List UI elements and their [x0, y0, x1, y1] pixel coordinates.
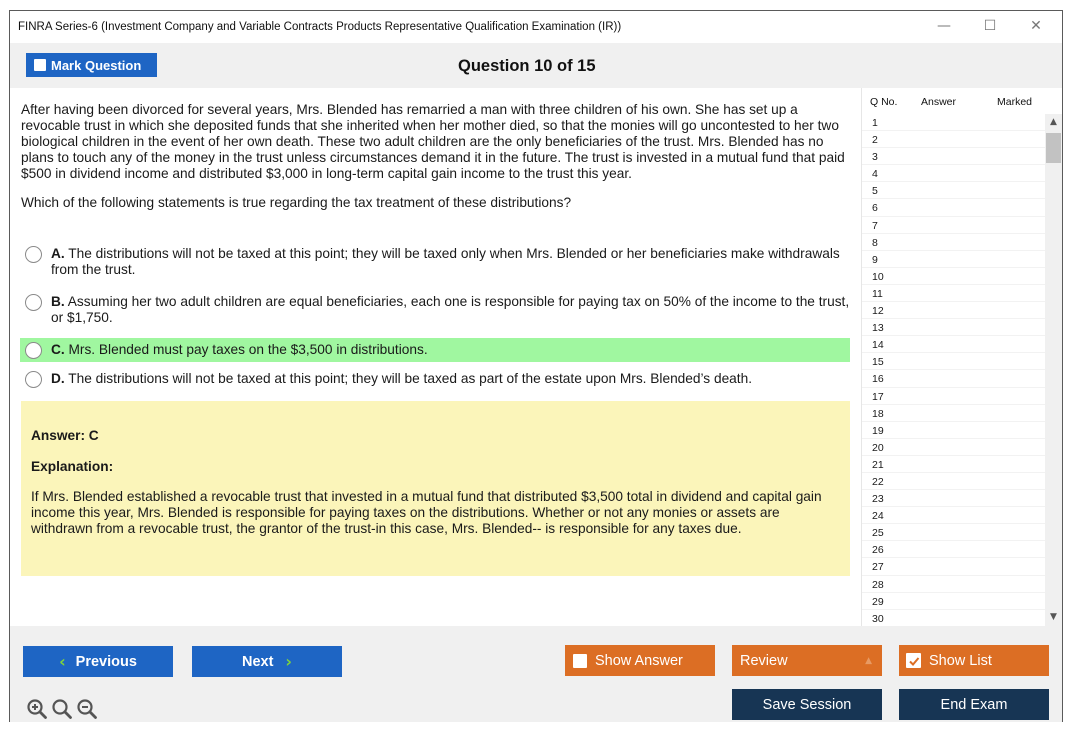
option-d[interactable] — [20, 371, 850, 388]
zoom-reset-icon[interactable] — [51, 698, 73, 720]
option-c[interactable] — [20, 338, 850, 362]
question-list-scrollbar[interactable] — [1045, 114, 1062, 626]
scroll-thumb[interactable] — [1046, 133, 1061, 163]
question-list-row[interactable] — [862, 148, 1048, 165]
header-marked: Marked — [997, 96, 1033, 108]
zoom-controls — [26, 698, 98, 720]
question-list-row[interactable] — [862, 165, 1048, 182]
question-list-rows — [862, 114, 1048, 627]
question-number: 25 — [872, 527, 884, 540]
option-c-text: C. Mrs. Blended must pay taxes on the $3,500 in distributions. — [51, 342, 428, 357]
close-button[interactable]: ✕ — [1030, 18, 1042, 34]
question-list-row[interactable] — [862, 541, 1048, 558]
answer-label: Answer: C — [31, 428, 99, 443]
question-list-row[interactable] — [862, 251, 1048, 268]
option-a[interactable] — [20, 246, 850, 278]
question-header — [10, 43, 1062, 88]
question-content — [10, 88, 860, 626]
question-list-row[interactable] — [862, 439, 1048, 456]
question-number: 13 — [872, 322, 884, 335]
maximize-button[interactable]: ☐ — [983, 18, 997, 34]
header-answer: Answer — [921, 96, 957, 108]
question-number: 1 — [872, 117, 878, 129]
question-list-row[interactable] — [862, 319, 1048, 336]
next-button[interactable]: Next › — [192, 646, 342, 677]
question-list-row[interactable] — [862, 405, 1048, 422]
question-number: 6 — [872, 202, 878, 215]
minimize-button[interactable]: — — [937, 18, 951, 34]
question-number: 28 — [872, 578, 884, 591]
radio-option-d[interactable] — [25, 371, 42, 388]
question-number: 22 — [872, 475, 884, 488]
question-number: 29 — [872, 595, 884, 608]
question-list-row[interactable] — [862, 456, 1048, 473]
question-prompt: Which of the following statements is true regarding the tax treatment of these distributions? — [21, 195, 572, 210]
answer-explanation-panel — [21, 401, 850, 576]
question-list-row[interactable] — [862, 490, 1048, 507]
question-number: 11 — [872, 287, 883, 300]
scroll-down-icon[interactable]: ▼ — [1050, 612, 1057, 622]
chevron-left-icon: ‹ — [59, 652, 66, 671]
checkbox-icon — [573, 654, 587, 668]
previous-button[interactable]: ‹ Previous — [23, 646, 173, 677]
question-list-row[interactable] — [862, 302, 1048, 319]
question-list-row[interactable] — [862, 131, 1048, 148]
chevron-right-icon: › — [285, 652, 293, 671]
radio-option-c[interactable] — [25, 342, 42, 359]
question-list-row[interactable] — [862, 422, 1048, 439]
question-list-row[interactable] — [862, 524, 1048, 541]
app-window — [9, 10, 1063, 722]
show-list-button[interactable]: Show List — [899, 645, 1049, 676]
option-b[interactable] — [20, 294, 850, 326]
question-number: 14 — [872, 339, 884, 352]
question-number: 20 — [872, 441, 884, 454]
question-number: 19 — [872, 424, 884, 437]
question-list-row[interactable] — [862, 182, 1048, 199]
question-number: 3 — [872, 151, 878, 164]
zoom-in-icon[interactable] — [26, 698, 48, 720]
question-list-row[interactable] — [862, 558, 1048, 575]
header-qno: Q No. — [870, 96, 898, 108]
question-list-row[interactable] — [862, 610, 1048, 627]
question-list-row[interactable] — [862, 336, 1048, 353]
question-number: 9 — [872, 253, 878, 266]
question-number: 30 — [872, 612, 884, 625]
question-number: 12 — [872, 305, 884, 318]
question-number: 17 — [872, 390, 884, 403]
radio-option-b[interactable] — [25, 294, 42, 311]
question-list-row[interactable] — [862, 234, 1048, 251]
question-list-panel — [861, 88, 1047, 626]
checkbox-icon — [34, 59, 46, 71]
show-answer-button[interactable]: Show Answer — [565, 645, 715, 676]
footer-toolbar — [10, 626, 1062, 722]
option-a-text: A. The distributions will not be taxed at this point; they will be taxed only when Mrs. Blended or her beneficiaries make withdrawals from the trust. — [51, 246, 840, 277]
question-list-row[interactable] — [862, 217, 1048, 234]
window-title: FINRA Series-6 (Investment Company and Variable Contracts Products Representative Qualification Examination (IR)) — [18, 21, 622, 33]
mark-question-button[interactable] — [26, 53, 157, 77]
question-list-header — [862, 88, 1048, 114]
question-list-row[interactable] — [862, 199, 1048, 216]
question-list-row[interactable] — [862, 388, 1048, 405]
question-number: 27 — [872, 561, 884, 574]
question-number: 4 — [872, 168, 878, 181]
title-bar — [10, 11, 1062, 43]
radio-option-a[interactable] — [25, 246, 42, 263]
question-list-row[interactable] — [862, 473, 1048, 490]
question-list-row[interactable] — [862, 507, 1048, 524]
question-number: 24 — [872, 510, 884, 523]
question-number: 15 — [872, 356, 884, 369]
scroll-up-icon[interactable]: ▲ — [1050, 117, 1057, 127]
question-number: 16 — [872, 373, 884, 386]
save-session-button[interactable]: Save Session — [732, 689, 882, 720]
question-list-row[interactable] — [862, 353, 1048, 370]
mark-question-label: Mark Question — [51, 57, 142, 73]
question-number: 10 — [872, 270, 884, 283]
question-number: 26 — [872, 544, 884, 557]
question-counter: Question 10 of 15 — [458, 57, 596, 75]
question-stem: After having been divorced for several years, Mrs. Blended has remarried a man with three children of his own. She has set up a revocable trust in which she deposited funds that she inherited when her mother died, so that the monies will go uncontested to her two biological children in the event of her own death. These two adult children are the only beneficiaries of the trust. Mrs. Blended has no plans to touch any of the money in the trust unless circumstances demand it in the future. The trust is invested in a mutual fund that paid $500 in dividend income and distributed $3,000 in long-term capital gain income to the trust this year. — [21, 102, 845, 181]
zoom-out-icon[interactable] — [76, 698, 98, 720]
question-number: 5 — [872, 185, 878, 198]
question-number: 23 — [872, 493, 884, 506]
question-number: 21 — [872, 458, 884, 471]
question-list-row[interactable] — [862, 114, 1048, 131]
explanation-label: Explanation: — [31, 459, 114, 474]
question-list-row[interactable] — [862, 285, 1048, 302]
review-button[interactable]: Review ▲ — [732, 645, 882, 676]
question-number: 8 — [872, 236, 878, 249]
explanation-text: If Mrs. Blended established a revocable trust that invested in a mutual fund that distributed $3,500 total in dividend and capital gain income this year, Mrs. Blended is responsible for paying taxes on the distributions. Whether or not any monies or assets are withdrawn from a revocable trust, the grantor of the trust-in this case, Mrs. Blended-- is responsible for any taxes due. — [31, 489, 822, 536]
question-list-row[interactable] — [862, 268, 1048, 285]
dropdown-caret-icon: ▲ — [865, 655, 872, 666]
question-number: 7 — [872, 219, 878, 232]
question-list-row[interactable] — [862, 370, 1048, 387]
question-list-row[interactable] — [862, 593, 1048, 610]
option-d-text: D. The distributions will not be taxed at this point; they will be taxed as part of the estate upon Mrs. Blended’s death. — [51, 371, 753, 386]
option-b-text: B. Assuming her two adult children are equal beneficiaries, each one is responsible for paying tax on 50% of the income to the trust, or $1,750. — [51, 294, 850, 325]
question-number: 18 — [872, 407, 884, 420]
checkmark-icon — [906, 653, 921, 668]
question-number: 2 — [872, 134, 878, 147]
end-exam-button[interactable]: End Exam — [899, 689, 1049, 720]
question-list-row[interactable] — [862, 576, 1048, 593]
